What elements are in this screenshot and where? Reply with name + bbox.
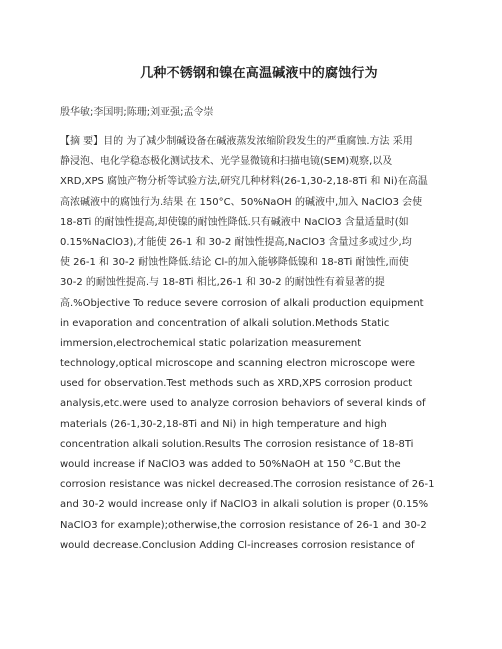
abstract-line: analysis,etc.were used to analyze corrosion behaviors of several kinds of bbox=[60, 398, 426, 410]
abstract-line: 【摘 要】目的 为了减少制碱设备在碱液蒸发浓缩阶段发生的严重腐蚀.方法 采用 bbox=[60, 136, 413, 147]
abstract-line: 0.15%NaClO3),才能使 26-1 和 30-2 耐蚀性提高,NaClO3 含量过多或过少,均 bbox=[60, 236, 412, 248]
abstract-line: used for observation.Test methods such as XRD,XPS corrosion product bbox=[60, 378, 413, 390]
abstract-line: materials (26-1,30-2,18-8Ti and Ni) in high temperature and high bbox=[60, 418, 387, 430]
abstract-line: 使 26-1 和 30-2 耐蚀性降低.结论 Cl-的加入能够降低镍和 18-8Ti 耐蚀性,而使 bbox=[60, 257, 409, 269]
abstract-line: concentration alkali solution.Results The corrosion resistance of 18-8Ti bbox=[60, 438, 414, 450]
author-list: 殷华敏;李国明;陈珊;刘亚强;孟令崇 bbox=[60, 107, 214, 118]
abstract-line: corrosion resistance was nickel decreased.The corrosion resistance of 26-1 bbox=[60, 479, 435, 491]
abstract-line: in evaporation and concentration of alkali solution.Methods Static bbox=[60, 317, 390, 329]
paper-title: 几种不锈钢和镍在高温碱液中的腐蚀行为 bbox=[140, 66, 378, 81]
abstract-line: 30-2 的耐蚀性提高.与 18-8Ti 相比,26-1 和 30-2 的耐蚀性有着显著的提 bbox=[60, 277, 385, 289]
abstract-line: 高.%Objective To reduce severe corrosion of alkali production equipment bbox=[60, 297, 424, 309]
abstract-body bbox=[60, 132, 458, 556]
abstract-line: technology,optical microscope and scanning electron microscope were bbox=[60, 358, 416, 370]
abstract-line: and 30-2 would increase only if NaClO3 in alkali solution is proper (0.15% bbox=[60, 499, 429, 511]
abstract-line: XRD,XPS 腐蚀产物分析等试验方法,研究几种材料(26-1,30-2,18-8Ti 和 Ni)在高温 bbox=[60, 176, 428, 188]
abstract-line: 18-8Ti 的耐蚀性提高,却使镍的耐蚀性降低.只有碱液中 NaClO3 含量适量时(如 bbox=[60, 216, 409, 228]
abstract-line: 高浓碱液中的腐蚀行为.结果 在 150°C、50%NaOH 的碱液中,加入 NaClO3 会使 bbox=[60, 196, 423, 208]
abstract-line: would increase if NaClO3 was added to 50%NaOH at 150 °C.But the bbox=[60, 459, 401, 470]
abstract-line: 静浸泡、电化学稳态极化测试技术、光学显微镜和扫描电镜(SEM)观察,以及 bbox=[60, 156, 393, 168]
abstract-line: immersion,electrochemical static polarization measurement bbox=[60, 337, 362, 349]
abstract-line: NaClO3 for example);otherwise,the corrosion resistance of 26-1 and 30-2 bbox=[60, 519, 427, 531]
abstract-line: would decrease.Conclusion Adding Cl-increases corrosion resistance of bbox=[60, 539, 415, 551]
